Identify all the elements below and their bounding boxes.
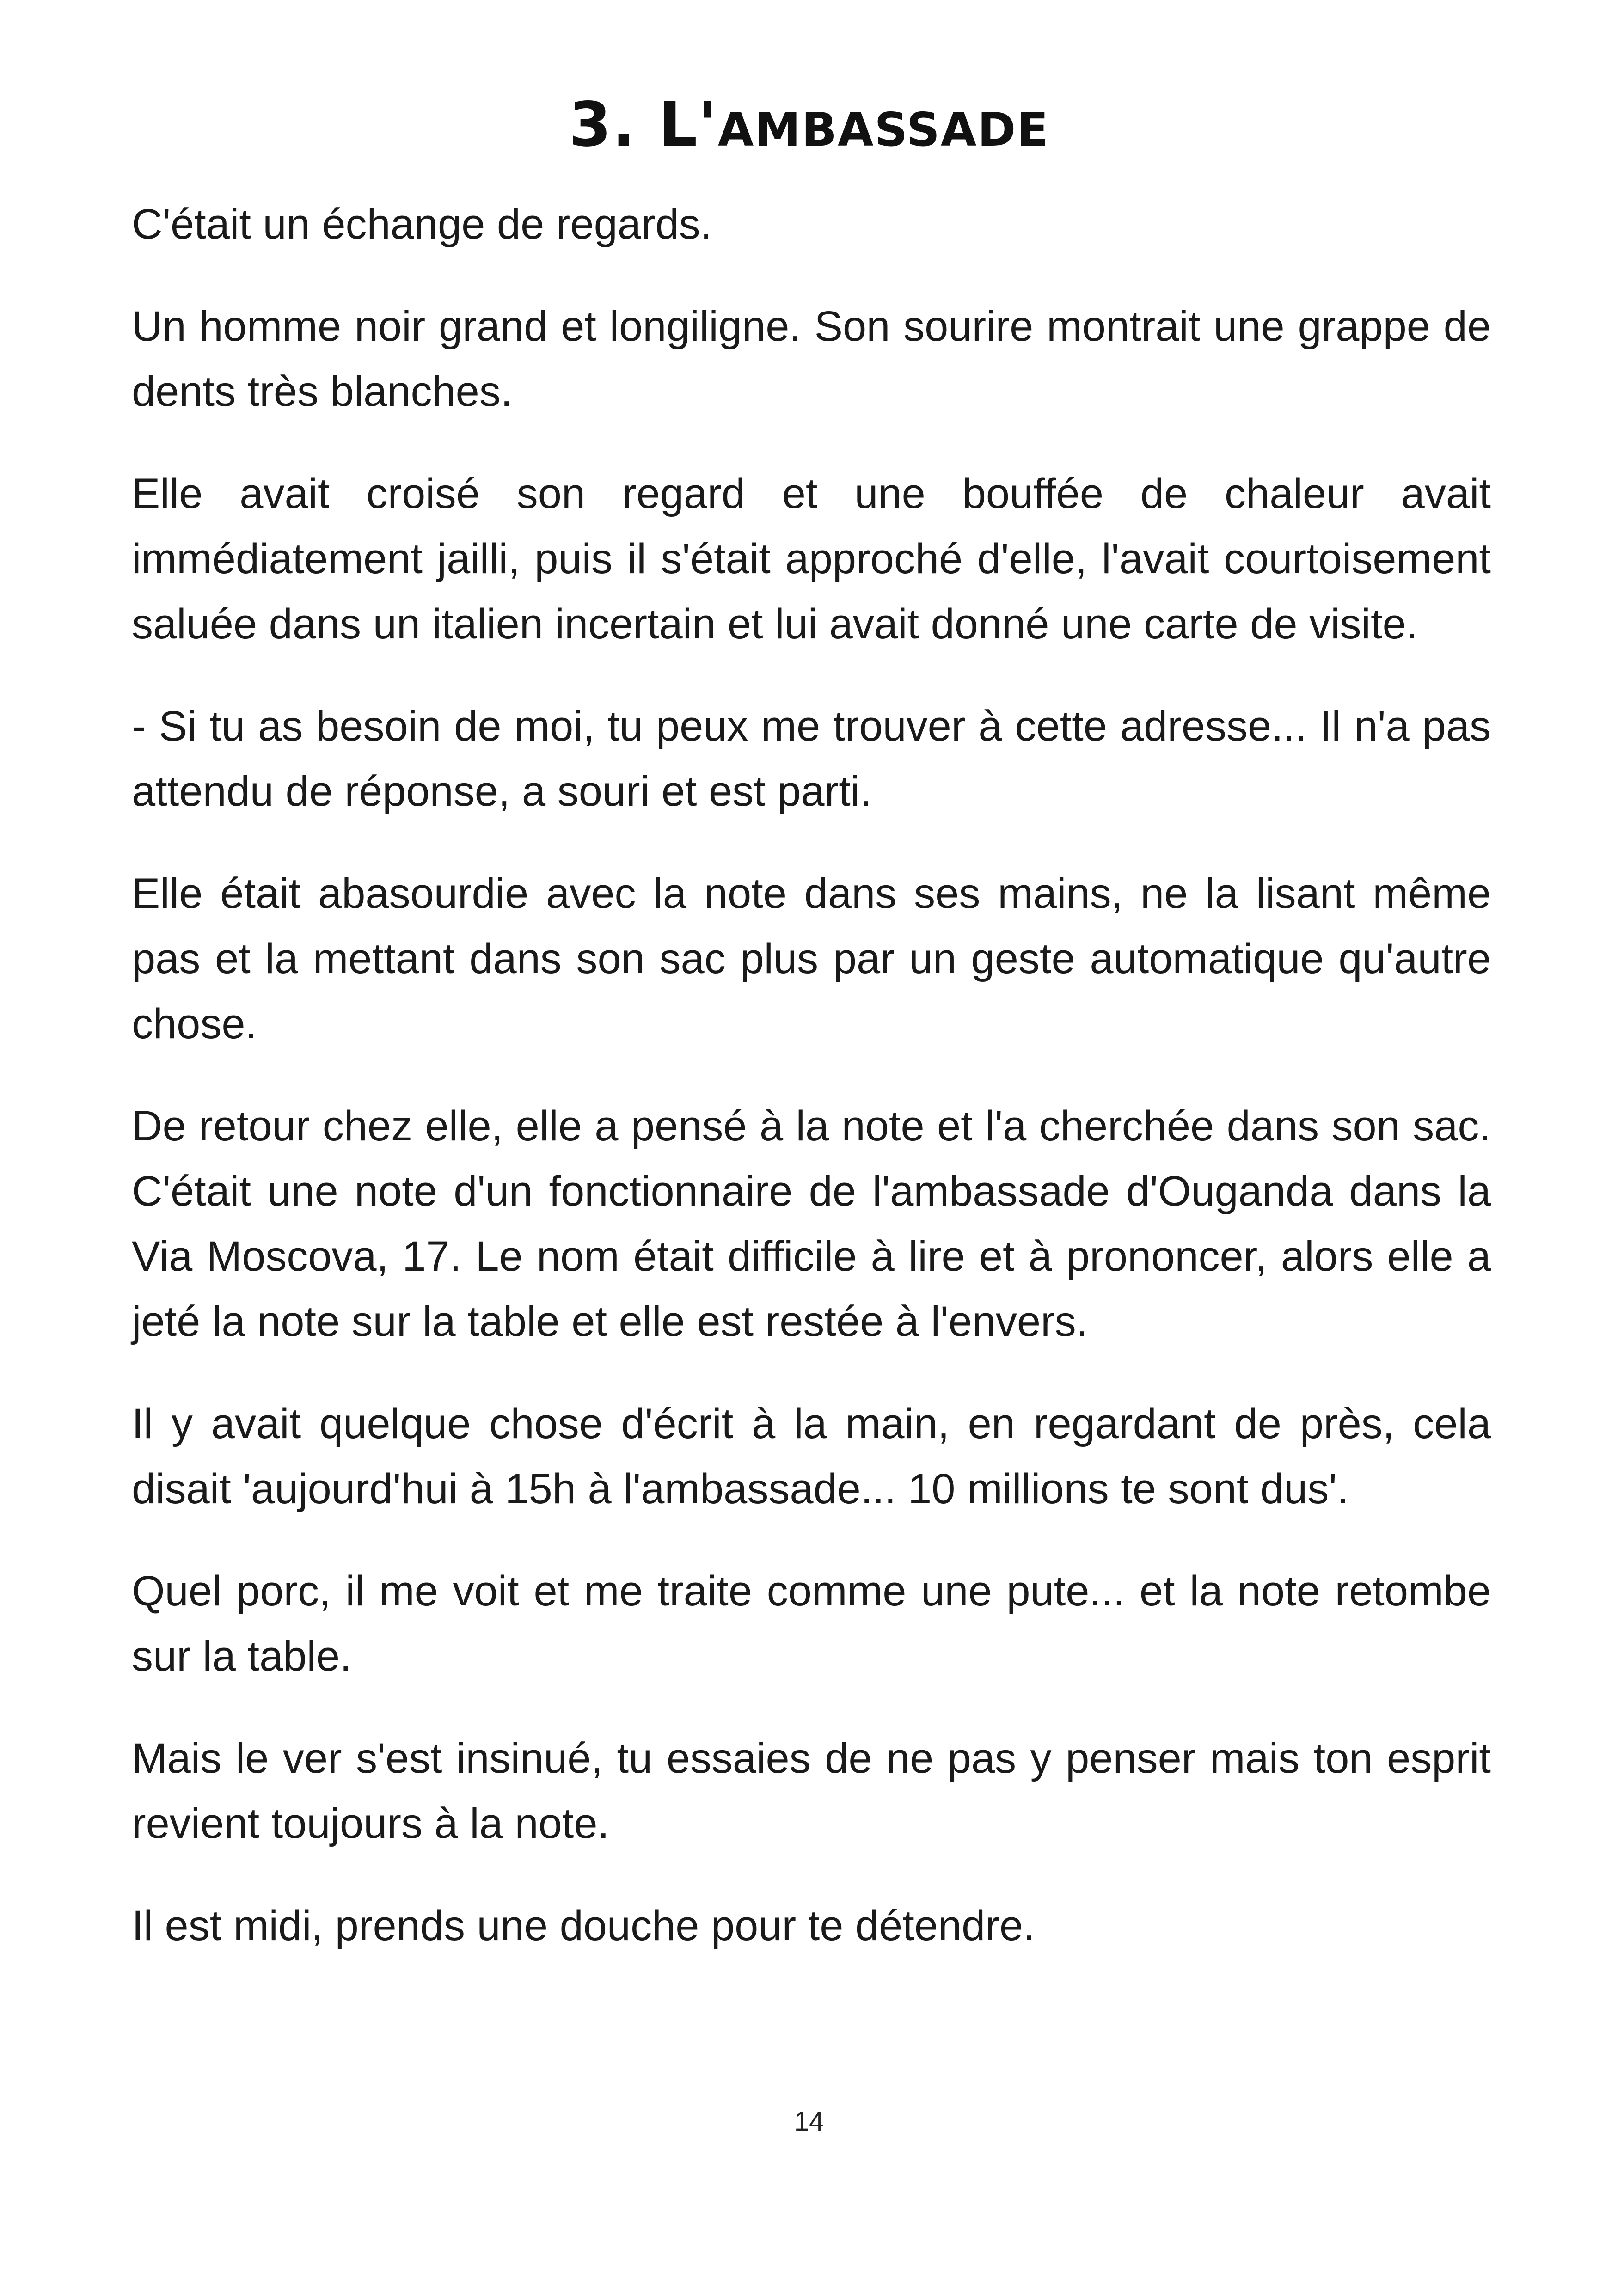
chapter-title [0,88,1618,167]
chapter-title-rest: AMBASSADE [717,103,1049,157]
paragraph: Elle était abasourdie avec la note dans ses mains, ne la lisant même pas et la mettant dans son sac plus par un geste automatique qu'autre chose. [132,870,1491,1047]
chapter-title-initial: L' [658,89,718,160]
paragraph: Quel porc, il me voit et me traite comme une pute... et la note retombe sur la table. [132,1567,1491,1680]
paragraph: C'était un échange de regards. [132,201,712,248]
paragraph: Un homme noir grand et longiligne. Son sourire montrait une grappe de dents très blanches. [132,303,1491,415]
paragraph: Il y avait quelque chose d'écrit à la main, en regardant de près, cela disait 'aujourd'hui à 15h à l'ambassade... 10 millions te sont dus'. [132,1400,1491,1512]
paragraph: Elle avait croisé son regard et une bouffée de chaleur avait immédiatement jailli, puis il s'était approché d'elle, l'avait courtoisement saluée dans un italien incertain et lui avait donné une carte de visite. [132,470,1491,648]
body-text [132,192,1491,1996]
paragraph: De retour chez elle, elle a pensé à la note et l'a cherchée dans son sac. C'était une note d'un fonctionnaire de l'ambassade d'Ouganda dans la Via Moscova, 17. Le nom était difficile à lire et à prononcer, alors elle a jeté la note sur la table et elle est restée à l'envers. [132,1102,1491,1345]
paragraph: Il est midi, prends une douche pour te détendre. [132,1902,1035,1949]
paragraph: Mais le ver s'est insinué, tu essaies de ne pas y penser mais ton esprit revient toujours à la note. [132,1735,1491,1847]
chapter-number: 3. [569,89,637,160]
page-number: 14 [794,2106,824,2137]
paragraph: - Si tu as besoin de moi, tu peux me trouver à cette adresse... Il n'a pas attendu de réponse, a souri et est parti. [132,703,1491,815]
